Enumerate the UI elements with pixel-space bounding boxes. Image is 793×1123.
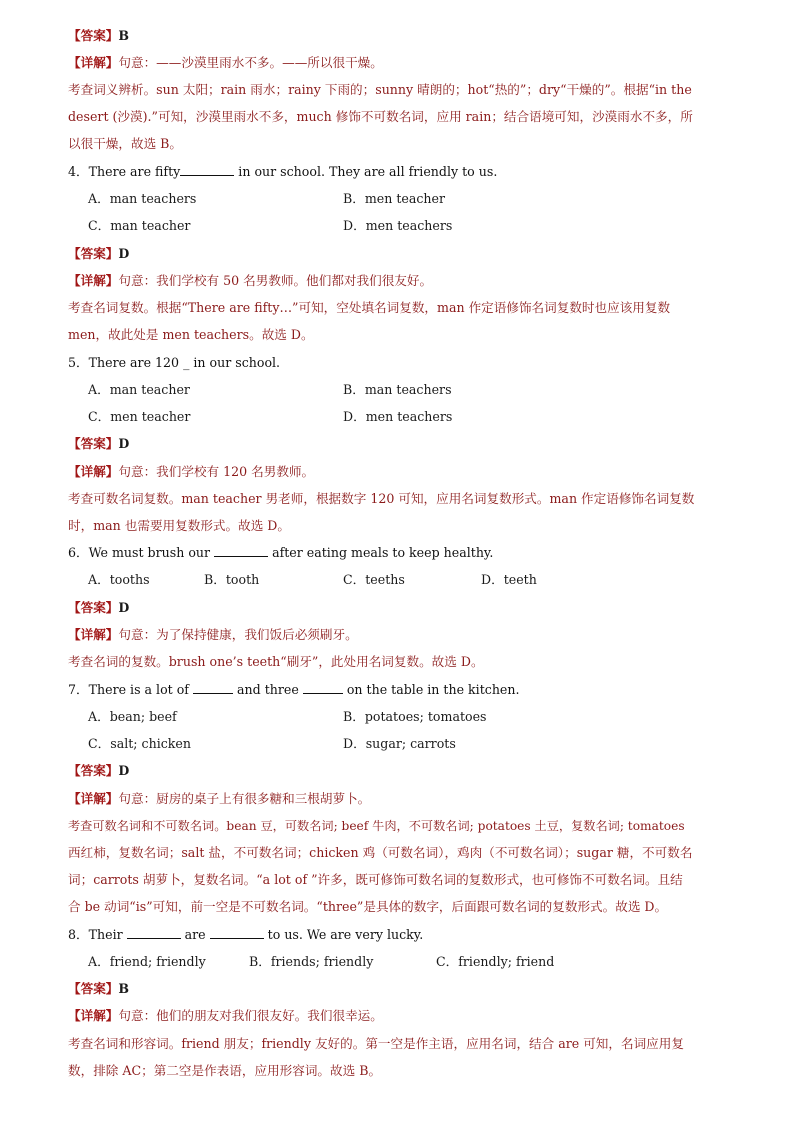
q6-option-d: D．teeth (481, 572, 537, 587)
q4-detail (68, 271, 733, 291)
q7-option-d: D．sugar; carrots (343, 736, 456, 751)
detail-label: 【详解】 (68, 1008, 119, 1023)
q7-answer (68, 761, 733, 781)
q3-detail (68, 53, 733, 73)
answer-label: 【答案】 (68, 436, 119, 451)
q3-detail-text: 句意：——沙漠里雨水不多。——所以很干燥。 (118, 55, 383, 70)
q3-answer-value: B (118, 28, 130, 43)
q8-option-b: B．friends; friendly (249, 954, 374, 969)
q5-answer (68, 434, 733, 454)
q8-explanation-line1: 考查名词和形容词。friend 朋友；friendly 友好的。第一空是作主语，应用名词，结合 are 可知，名词应用复 (68, 1036, 684, 1051)
q7-stem (68, 680, 733, 700)
q4-answer-value: D (118, 246, 130, 261)
q4-stem (68, 162, 733, 182)
q4-explanation-line2: men，故此处是 men teachers。故选 D。 (68, 327, 314, 342)
q3-explanation-line2: desert (沙漠).”可知，沙漠里雨水不多，much 修饰不可数名词，应用 rain；结合语境可知，沙漠雨水不多，所 (68, 109, 693, 124)
q5-option-d: D．men teachers (343, 409, 453, 424)
q6-blank (214, 544, 268, 557)
q4-stem-part1: 4．There are fifty (68, 164, 181, 179)
q7-detail-text: 句意：厨房的桌子上有很多糖和三根胡萝卜。 (118, 791, 371, 806)
q5-detail-text: 句意：我们学校有 120 名男教师。 (118, 464, 315, 479)
q7-explanation-line3: 词；carrots 胡萝卜，复数名词。“a lot of ”许多，既可修饰可数名词的复数形式，也可修饰不可数名词。且结 (68, 872, 683, 887)
q4-option-b: B．men teacher (343, 191, 446, 206)
q6-answer (68, 598, 733, 618)
q4-option-c: C．man teacher (88, 218, 191, 233)
q6-answer-value: D (118, 600, 130, 615)
q3-explanation-line1: 考查词义辨析。sun 太阳；rain 雨水；rainy 下雨的；sunny 晴朗的；hot“热的”；dry“干燥的”。根据“in the (68, 82, 692, 97)
q6-option-b: B．tooth (204, 572, 260, 587)
q5-stem: 5．There are 120 _ in our school. (68, 355, 281, 370)
detail-label: 【详解】 (68, 791, 119, 806)
answer-label: 【答案】 (68, 600, 119, 615)
q5-answer-value: D (118, 436, 130, 451)
q7-blank-1 (193, 681, 233, 694)
q6-option-c: C．teeths (343, 572, 405, 587)
q8-stem-part1: 8．Their (68, 927, 123, 942)
q3-explanation-line3: 以很干燥，故选 B。 (68, 136, 183, 151)
q8-option-a: A．friend; friendly (88, 954, 206, 969)
q7-option-b: B．potatoes; tomatoes (343, 709, 487, 724)
q4-option-a: A．man teachers (88, 191, 197, 206)
q7-explanation-line1: 考查可数名词和不可数名词。bean 豆，可数名词; beef 牛肉，不可数名词; potatoes 土豆，复数名词; tomatoes (68, 819, 685, 833)
q8-detail-text: 句意：他们的朋友对我们很友好。我们很幸运。 (118, 1008, 383, 1023)
q8-stem-part2: are (184, 927, 206, 942)
q7-answer-value: D (118, 763, 130, 778)
answer-label: 【答案】 (68, 981, 119, 996)
q6-stem-part1: 6．We must brush our (68, 545, 211, 560)
detail-label: 【详解】 (68, 627, 119, 642)
answer-label: 【答案】 (68, 246, 119, 261)
q4-blank (180, 163, 234, 176)
q5-option-a: A．man teacher (88, 382, 190, 397)
detail-label: 【详解】 (68, 273, 119, 288)
q7-option-c: C．salt; chicken (88, 736, 191, 751)
q8-stem-part3: to us. We are very lucky. (267, 927, 424, 942)
q6-explanation-line1: 考查名词的复数。brush one’s teeth“刷牙”，此处用名词复数。故选 D。 (68, 654, 484, 669)
q8-option-c: C．friendly; friend (436, 954, 555, 969)
q8-blank-2 (210, 926, 264, 939)
answer-label: 【答案】 (68, 28, 119, 43)
q7-explanation-line2: 西红柿，复数名词；salt 盐，不可数名词；chicken 鸡（可数名词），鸡肉（不可数名词）；sugar 糖，不可数名 (68, 845, 693, 860)
q6-option-a: A．tooths (88, 572, 150, 587)
q5-explanation-line1: 考查可数名词复数。man teacher 男老师，根据数字 120 可知，应用名词复数形式。man 作定语修饰名词复数 (68, 491, 695, 506)
q8-answer-value: B (118, 981, 130, 996)
q6-detail (68, 625, 733, 645)
answer-label: 【答案】 (68, 763, 119, 778)
q5-explanation-line2: 时，man 也需要用复数形式。故选 D。 (68, 518, 290, 533)
q7-stem-part3: on the table in the kitchen. (346, 682, 520, 697)
q6-detail-text: 句意：为了保持健康，我们饭后必须刷牙。 (118, 627, 358, 642)
q7-option-a: A．bean; beef (88, 709, 177, 724)
q7-blank-2 (303, 681, 343, 694)
q4-answer (68, 244, 733, 264)
q4-stem-part2: in our school. They are all friendly to us. (238, 164, 498, 179)
q6-stem-part2: after eating meals to keep healthy. (272, 545, 494, 560)
q4-detail-text: 句意：我们学校有 50 名男教师。他们都对我们很友好。 (118, 273, 433, 288)
q7-stem-part2: and three (237, 682, 299, 697)
q3-answer (68, 26, 733, 46)
q8-detail (68, 1006, 733, 1026)
q5-option-c: C．men teacher (88, 409, 191, 424)
q7-detail (68, 789, 733, 809)
q5-option-b: B．man teachers (343, 382, 452, 397)
detail-label: 【详解】 (68, 55, 119, 70)
q7-explanation-line4: 合 be 动词“is”可知，前一空是不可数名词。“three”是具体的数字，后面跟可数名词的复数形式。故选 D。 (68, 899, 668, 914)
q4-explanation-line1: 考查名词复数。根据“There are fifty…”可知，空处填名词复数，man 作定语修饰名词复数时也应该用复数 (68, 300, 671, 315)
q8-answer (68, 979, 733, 999)
q6-stem (68, 543, 733, 563)
q4-option-d: D．men teachers (343, 218, 453, 233)
q8-explanation-line2: 数，排除 AC；第二空是作表语，应用形容词。故选 B。 (68, 1063, 382, 1078)
q7-stem-part1: 7．There is a lot of (68, 682, 189, 697)
q8-stem (68, 925, 733, 945)
q5-detail (68, 462, 733, 482)
detail-label: 【详解】 (68, 464, 119, 479)
q8-blank-1 (127, 926, 181, 939)
